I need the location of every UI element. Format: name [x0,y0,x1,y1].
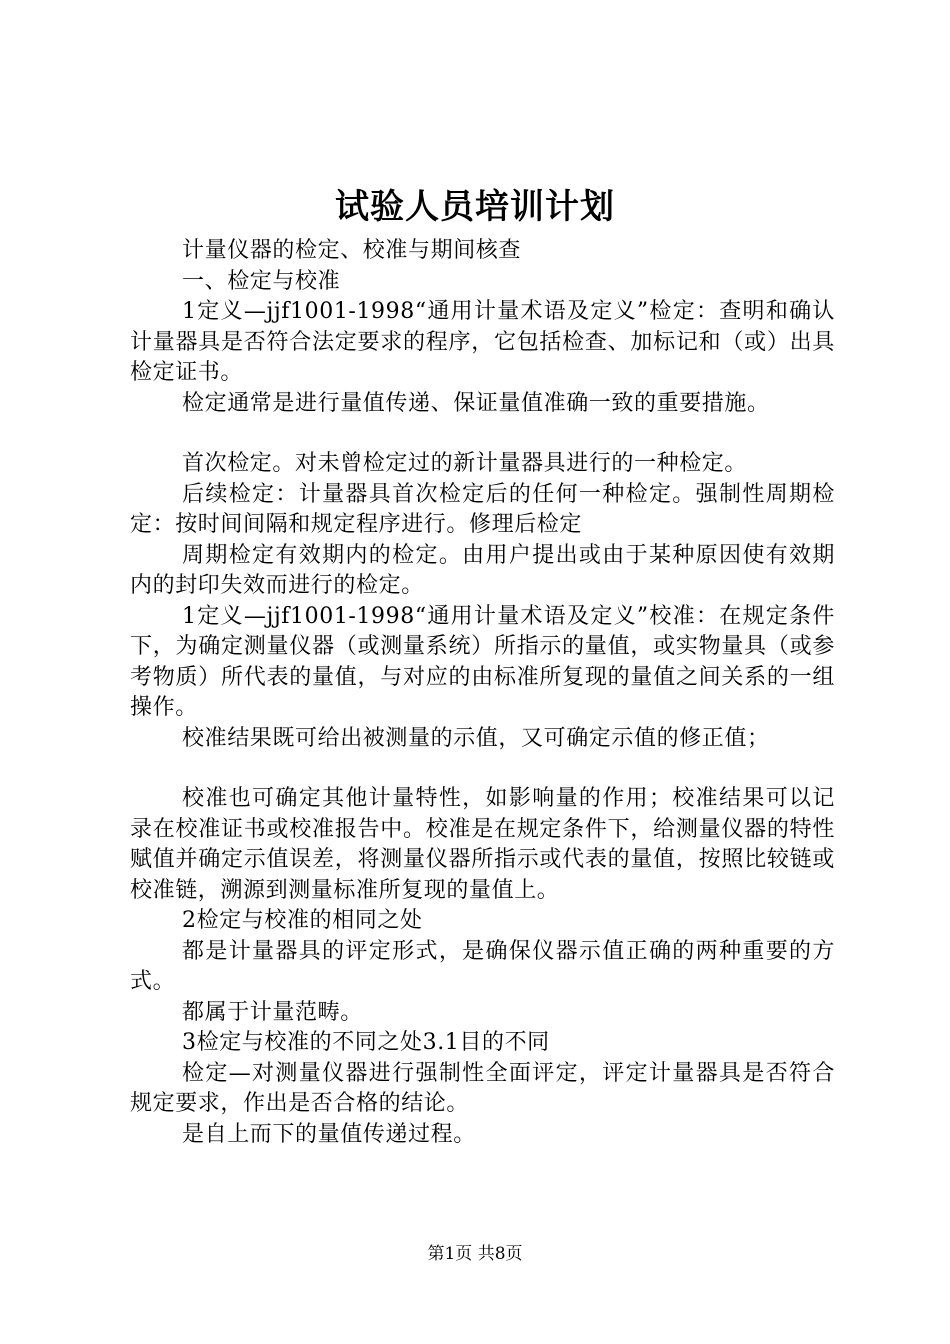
paragraph: 检定通常是进行量值传递、保证量值准确一致的重要措施。 [182,390,770,416]
paragraph: 计量仪器的检定、校准与期间核查 [182,238,522,263]
paragraph: 首次检定。对未曾检定过的新计量器具进行的一种检定。 [182,451,748,476]
paragraph: 都是计量器具的评定形式，是确保仪器示值正确的两种重要的方式。 [130,938,835,994]
paragraph: 一、检定与校准 [182,268,341,294]
paragraph: 1定义—jjf1001-1998“通用计量术语及定义”校准：在规定条件下，为确定测量仪器（或测量系统）所指示的量值，或实物量具（或参考物质）所代表的量值，与对应的由标准所复现的量值之间关系的一组操作。 [130,603,835,720]
paragraph: 周期检定有效期内的检定。由用户提出或由于某种原因使有效期内的封印失效而进行的检定。 [130,542,835,598]
paragraph: 3检定与校准的不同之处3.1目的不同 [182,1030,550,1055]
paragraph: 都属于计量范畴。 [182,999,363,1025]
paragraph: 是自上而下的量值传递过程。 [182,1121,476,1147]
document-body [130,236,835,1150]
page-number-footer: 第1页 共8页 [427,1244,523,1264]
paragraph: 1定义—jjf1001-1998“通用计量术语及定义”检定：查明和确认计量器具是否符合法定要求的程序，它包括检查、加标记和（或）出具检定证书。 [130,299,835,385]
paragraph: 校准结果既可给出被测量的示值，又可确定示值的修正值； [182,725,770,751]
paragraph: 后续检定：计量器具首次检定后的任何一种检定。强制性周期检定：按时间间隔和规定程序进行。修理后检定 [130,481,835,537]
paragraph: 校准也可确定其他计量特性，如影响量的作用；校准结果可以记录在校准证书或校准报告中。校准是在规定条件下，给测量仪器的特性赋值并确定示值误差，将测量仪器所指示或代表的量值，按照比较链或校准链，溯源到测量标准所复现的量值上。 [130,786,835,903]
paragraph: 2检定与校准的相同之处 [182,908,423,933]
paragraph: 检定—对测量仪器进行强制性全面评定，评定计量器具是否符合规定要求，作出是否合格的结论。 [130,1060,835,1116]
document-title: 试验人员培训计划 [335,187,615,227]
